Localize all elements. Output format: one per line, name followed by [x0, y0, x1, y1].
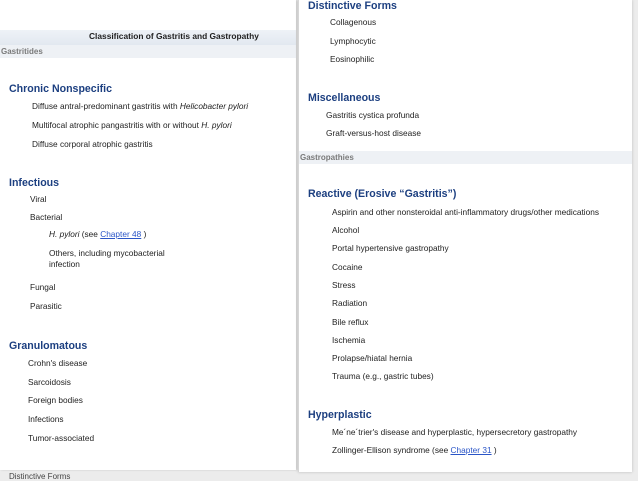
heading-hyperplastic: Hyperplastic	[308, 409, 372, 421]
item-ischemia: Ischemia	[332, 335, 366, 345]
table-title: Classification of Gastritis and Gastropathy	[89, 31, 259, 41]
right-table-panel	[298, 0, 632, 472]
item-graft-versus-host: Graft-versus-host disease	[326, 128, 421, 138]
item-radiation: Radiation	[332, 298, 368, 308]
item-parasitic: Parasitic	[30, 301, 62, 311]
item-text: Multifocal atrophic pangastritis with or without	[32, 120, 202, 130]
item-italic-text: Helicobacter pylori	[179, 101, 249, 111]
item-eosinophilic: Eosinophilic	[330, 54, 375, 64]
cut-off-heading-distinctive: Distinctive Forms	[9, 472, 71, 481]
item-italic-text: H. pylori	[201, 120, 232, 130]
chapter-31-link[interactable]: Chapter 31	[450, 445, 492, 455]
heading-granulomatous: Granulomatous	[9, 340, 88, 352]
item-diffuse-corporal: Diffuse corporal atrophic gastritis	[32, 139, 153, 149]
item-gastritis-cystica: Gastritis cystica profunda	[326, 110, 420, 120]
item-text: (see	[79, 229, 101, 239]
item-multifocal-atrophic	[32, 120, 232, 130]
group-label-gastropathies: Gastropathies	[300, 153, 354, 162]
item-text: )	[141, 229, 147, 239]
item-text: Diffuse antral-predominant gastritis with	[32, 101, 180, 111]
item-text: Zollinger-Ellison syndrome (see	[332, 445, 451, 455]
item-infections: Infections	[28, 414, 64, 424]
item-sarcoidosis: Sarcoidosis	[28, 377, 71, 387]
heading-chronic-nonspecific: Chronic Nonspecific	[9, 83, 113, 95]
item-alcohol: Alcohol	[332, 225, 360, 235]
item-tumor-associated: Tumor-associated	[28, 433, 95, 443]
item-stress: Stress	[332, 280, 356, 290]
heading-infectious: Infectious	[9, 177, 60, 189]
item-bacterial: Bacterial	[30, 212, 63, 222]
item-lymphocytic: Lymphocytic	[330, 36, 376, 46]
item-collagenous: Collagenous	[330, 17, 377, 27]
item-text: )	[491, 445, 497, 455]
item-cocaine: Cocaine	[332, 262, 363, 272]
item-diffuse-antral	[32, 101, 248, 111]
heading-reactive: Reactive (Erosive “Gastritis”)	[308, 188, 457, 200]
item-italic-text: H. pylori	[49, 229, 80, 239]
item-bile-reflux: Bile reflux	[332, 317, 369, 327]
group-label-gastritides: Gastritides	[1, 47, 43, 56]
item-crohns: Crohn's disease	[28, 358, 88, 368]
item-foreign-bodies: Foreign bodies	[28, 395, 83, 405]
gastritides-group-bar	[0, 45, 296, 58]
item-h-pylori	[49, 229, 146, 239]
item-others-mycobacterial: Others, including mycobacterial	[49, 248, 165, 258]
chapter-48-link[interactable]: Chapter 48	[100, 229, 142, 239]
heading-distinctive-forms: Distinctive Forms	[308, 0, 397, 12]
item-fungal: Fungal	[30, 282, 56, 292]
heading-miscellaneous: Miscellaneous	[308, 92, 381, 104]
item-portal-hypertensive: Portal hypertensive gastropathy	[332, 243, 449, 253]
item-aspirin-nsaids: Aspirin and other nonsteroidal anti-inflammatory drugs/other medications	[332, 207, 600, 217]
item-prolapse-hiatal-hernia: Prolapse/hiatal hernia	[332, 353, 413, 363]
item-trauma: Trauma (e.g., gastric tubes)	[332, 371, 434, 381]
item-menetrier: Me´ne´trier's disease and hyperplastic, hypersecretory gastropathy	[332, 427, 578, 437]
item-others-infection: infection	[49, 259, 80, 269]
item-viral: Viral	[30, 194, 47, 204]
item-zollinger-ellison	[332, 445, 497, 455]
left-table-panel	[0, 0, 296, 470]
